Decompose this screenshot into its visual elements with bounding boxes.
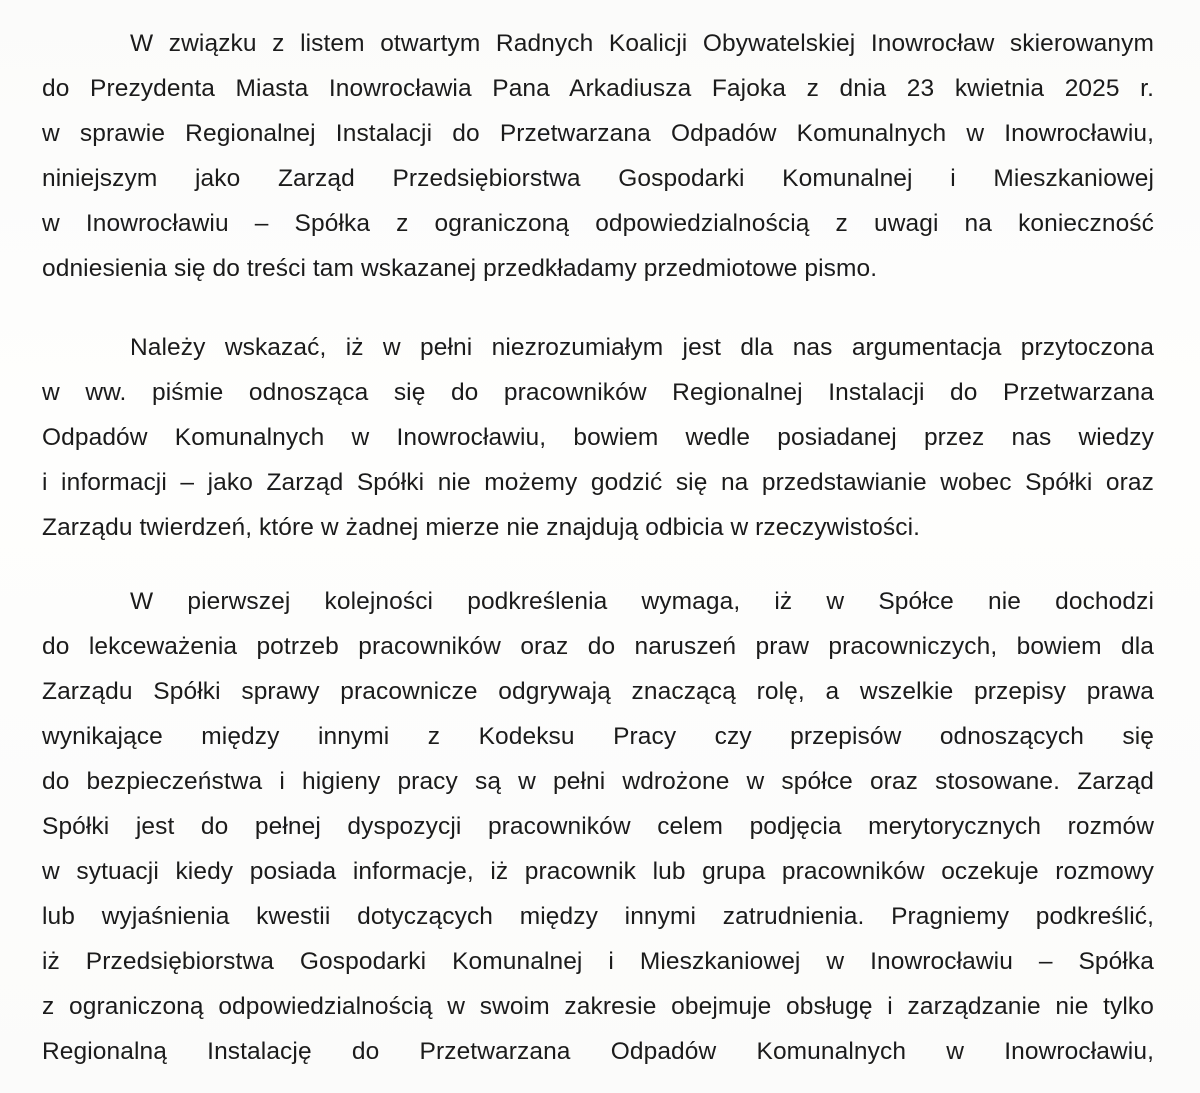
paragraph-3-line: do lekceważenia potrzeb pracowników oraz do naruszeń praw pracowniczych, bowiem dla — [42, 633, 1154, 660]
paragraph-2-line: Należy wskazać, iż w pełni niezrozumiałym jest dla nas argumentacja przytoczona — [130, 334, 1154, 361]
paragraph-2-line: Zarządu twierdzeń, które w żadnej mierze nie znajdują odbicia w rzeczywistości. — [42, 514, 921, 541]
paragraph-1-line: w sprawie Regionalnej Instalacji do Przetwarzana Odpadów Komunalnych w Inowrocławiu, — [42, 120, 1154, 147]
paragraph-3-line: Spółki jest do pełnej dyspozycji pracowników celem podjęcia merytorycznych rozmów — [42, 813, 1154, 840]
paragraph-1-line: odniesienia się do treści tam wskazanej przedkładamy przedmiotowe pismo. — [42, 255, 878, 282]
paragraph-2-line: i informacji – jako Zarząd Spółki nie możemy godzić się na przedstawianie wobec Spółki oraz — [42, 469, 1154, 496]
paragraph-3-line: do bezpieczeństwa i higieny pracy są w pełni wdrożone w spółce oraz stosowane. Zarząd — [42, 768, 1154, 795]
paragraph-3-line: Zarządu Spółki sprawy pracownicze odgrywają znaczącą rolę, a wszelkie przepisy prawa — [42, 678, 1154, 705]
paragraph-3 — [42, 579, 1154, 1074]
paragraph-1-line: do Prezydenta Miasta Inowrocławia Pana Arkadiusza Fajoka z dnia 23 kwietnia 2025 r. — [42, 75, 1154, 102]
paragraph-3-line: z ograniczoną odpowiedzialnością w swoim zakresie obejmuje obsługę i zarządzanie nie tylko — [42, 993, 1154, 1020]
paragraph-2 — [42, 325, 1154, 550]
paragraph-1-line: W związku z listem otwartym Radnych Koalicji Obywatelskiej Inowrocław skierowanym — [130, 30, 1154, 57]
paragraph-3-line: lub wyjaśnienia kwestii dotyczących między innymi zatrudnienia. Pragniemy podkreślić, — [42, 903, 1154, 930]
paragraph-2-line: Odpadów Komunalnych w Inowrocławiu, bowiem wedle posiadanej przez nas wiedzy — [42, 424, 1154, 451]
paragraph-3-line: iż Przedsiębiorstwa Gospodarki Komunalnej i Mieszkaniowej w Inowrocławiu – Spółka — [42, 948, 1154, 975]
paragraph-2-line: w ww. piśmie odnosząca się do pracowników Regionalnej Instalacji do Przetwarzana — [42, 379, 1154, 406]
paragraph-3-line: W pierwszej kolejności podkreślenia wymaga, iż w Spółce nie dochodzi — [130, 588, 1154, 615]
paragraph-3-line: Regionalną Instalację do Przetwarzana Odpadów Komunalnych w Inowrocławiu, — [42, 1038, 1154, 1065]
paragraph-1-line: niniejszym jako Zarząd Przedsiębiorstwa Gospodarki Komunalnej i Mieszkaniowej — [42, 165, 1154, 192]
paragraph-1-line: w Inowrocławiu – Spółka z ograniczoną odpowiedzialnością z uwagi na konieczność — [42, 210, 1154, 237]
paragraph-1 — [42, 21, 1154, 291]
paragraph-3-line: wynikające między innymi z Kodeksu Pracy czy przepisów odnoszących się — [42, 723, 1154, 750]
paragraph-3-line: w sytuacji kiedy posiada informacje, iż pracownik lub grupa pracowników oczekuje rozmowy — [42, 858, 1154, 885]
